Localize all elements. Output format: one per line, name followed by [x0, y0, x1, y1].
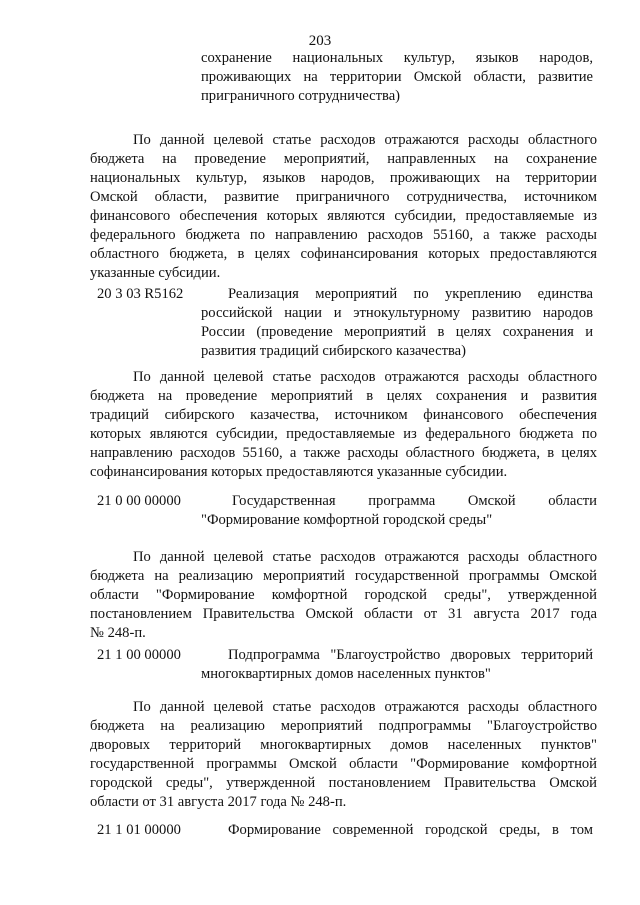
page-number: 203: [308, 33, 332, 49]
entry-title-continuation: [201, 49, 593, 106]
text-line: государственной программы Омской области "Формирование комфортной: [90, 756, 597, 772]
budget-code: 21 1 00 00000: [97, 647, 181, 663]
description-paragraph: [90, 698, 597, 812]
text-line: которых являются субсидии, предоставляемые из федерального бюджета по: [90, 426, 597, 442]
entry-title: [201, 646, 593, 684]
text-line: указанные субсидии.: [90, 265, 221, 281]
text-line: области "Формирование комфортной городской среды", утвержденной: [90, 587, 597, 603]
text-line: "Формирование комфортной городской среды": [201, 512, 493, 528]
text-line: № 248-п.: [90, 625, 146, 641]
text-line: постановлением Правительства Омской области от 31 августа 2017 года: [90, 606, 597, 622]
text-line: бюджета на реализацию мероприятий государственной программы Омской: [90, 568, 597, 584]
entry-title: [201, 492, 597, 530]
text-line: Государственная программа Омской области: [232, 493, 597, 509]
text-line: По данной целевой статье расходов отражаются расходы областного: [133, 549, 597, 565]
text-line: городской среды", утвержденной постановлением Правительства Омской: [90, 775, 597, 791]
text-line: По данной целевой статье расходов отражаются расходы областного: [133, 132, 597, 148]
text-line: области от 31 августа 2017 года № 248-п.: [90, 794, 347, 810]
text-line: Подпрограмма "Благоустройство дворовых территорий: [228, 647, 593, 663]
text-line: бюджета на проведение мероприятий в целях сохранения и развития: [90, 388, 597, 404]
text-line: российской нации и этнокультурному развитию народов: [201, 305, 593, 321]
text-line: финансового обеспечения которых являются субсидии, предоставляемые из: [90, 208, 597, 224]
budget-code: 21 0 00 00000: [97, 493, 181, 509]
text-line: приграничного сотрудничества): [201, 88, 401, 104]
text-line: софинансирования которых предоставляются указанные субсидии.: [90, 464, 508, 480]
text-line: многоквартирных домов населенных пунктов": [201, 666, 491, 682]
text-line: федерального бюджета по направлению расходов 55160, а также расходы: [90, 227, 597, 243]
text-line: бюджета на реализацию мероприятий подпрограммы "Благоустройство: [90, 718, 597, 734]
text-line: Омской области, развитие приграничного сотрудничества, источником: [90, 189, 597, 205]
text-line: сохранение национальных культур, языков народов,: [201, 50, 593, 66]
description-paragraph: [90, 131, 597, 283]
text-line: развития традиций сибирского казачества): [201, 343, 467, 359]
entry-title: [201, 821, 593, 840]
text-line: бюджета на проведение мероприятий, направленных на сохранение: [90, 151, 597, 167]
text-line: Реализация мероприятий по укреплению единства: [228, 286, 593, 302]
text-line: проживающих на территории Омской области, развитие: [201, 69, 593, 85]
text-line: традиций сибирского казачества, источником финансового обеспечения: [90, 407, 597, 423]
text-line: дворовых территорий многоквартирных домов населенных пунктов": [90, 737, 597, 753]
text-line: По данной целевой статье расходов отражаются расходы областного: [133, 369, 597, 385]
description-paragraph: [90, 368, 597, 482]
budget-code: 20 3 03 R5162: [97, 286, 184, 302]
text-line: России (проведение мероприятий в целях сохранения и: [201, 324, 593, 340]
entry-title: [201, 285, 593, 361]
text-line: направлению расходов 55160, а также расходы областного бюджета, в целях: [90, 445, 597, 461]
text-line: Формирование современной городской среды, в том: [228, 822, 593, 838]
budget-code: 21 1 01 00000: [97, 822, 181, 838]
description-paragraph: [90, 548, 597, 643]
text-line: национальных культур, языков народов, проживающих на территории: [90, 170, 597, 186]
text-line: областного бюджета, в целях софинансирования которых предоставляются: [90, 246, 597, 262]
text-line: По данной целевой статье расходов отражаются расходы областного: [133, 699, 597, 715]
